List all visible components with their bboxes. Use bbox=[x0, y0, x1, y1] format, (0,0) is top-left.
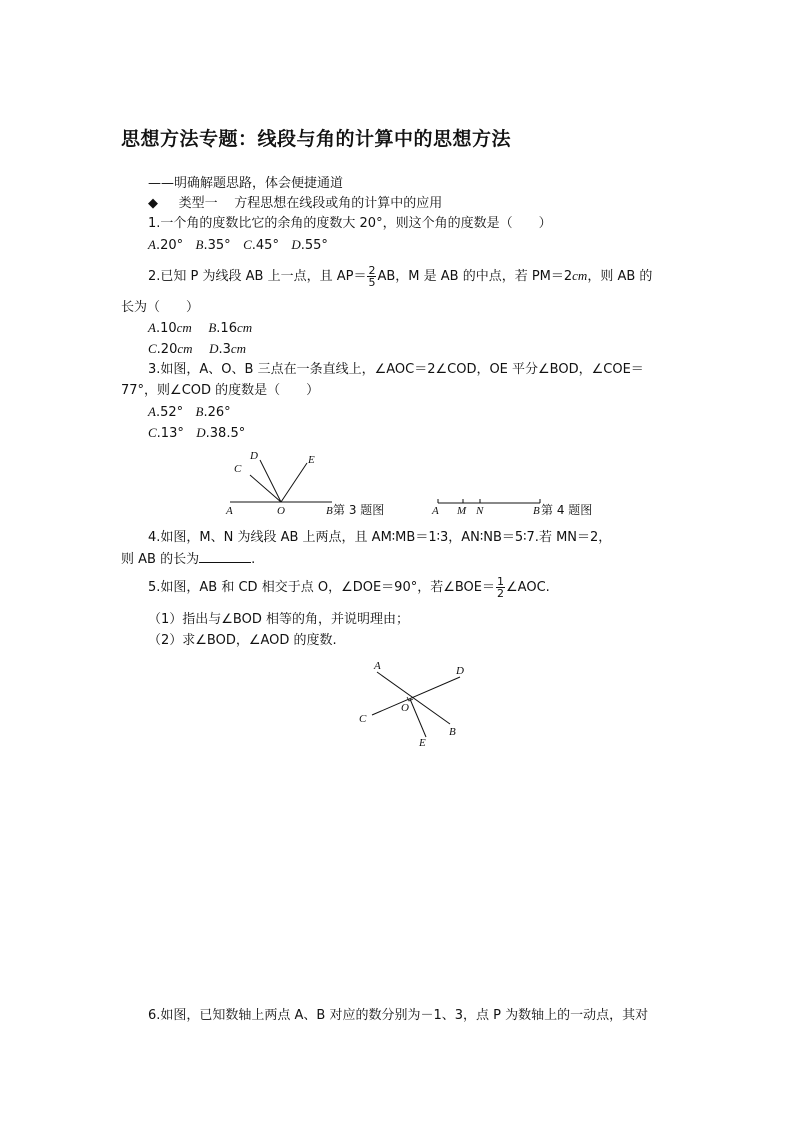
figure-3 bbox=[220, 448, 340, 518]
q1-options bbox=[148, 236, 328, 255]
q1-stem: 1.一个角的度数比它的余角的度数大 20°，则这个角的度数是（ ） bbox=[148, 216, 552, 231]
q3-options-ab bbox=[148, 403, 231, 422]
q2-opt-d-label: D bbox=[209, 341, 219, 356]
fig4-caption: 第 4 题图 bbox=[541, 503, 593, 517]
q5-pre: 5.如图，AB 和 CD 相交于点 O，∠DOE＝90°，若∠BOE＝ bbox=[148, 580, 496, 595]
q3-opt-c-label: C bbox=[148, 425, 157, 440]
type1-label: 类型一 bbox=[178, 196, 218, 211]
q2-opt-a-label: A bbox=[148, 320, 156, 335]
q4-line2-text: 则 AB 的长为 bbox=[121, 552, 200, 567]
fig3-label-b: B bbox=[326, 505, 333, 517]
fig3-ray-od bbox=[260, 460, 281, 502]
q2-line2: 长为（ ） bbox=[121, 300, 200, 315]
q2-opt-b-label: B bbox=[208, 320, 217, 335]
q2-options-cd bbox=[148, 340, 246, 359]
fig5-label-o: O bbox=[401, 702, 409, 714]
fig3-label-o: O bbox=[277, 505, 285, 517]
q5-fraction bbox=[496, 576, 505, 599]
fig5-label-c: C bbox=[359, 713, 367, 725]
page-title: 思想方法专题：线段与角的计算中的思想方法 bbox=[121, 128, 512, 150]
fig5-line-ab bbox=[377, 672, 450, 724]
q2-frac-num: 2 bbox=[368, 264, 376, 277]
fig3-ray-oc bbox=[250, 475, 281, 502]
q2-opt-b-unit: cm bbox=[236, 320, 253, 335]
diamond-icon: ◆ bbox=[148, 196, 158, 211]
q1-opt-a: .20° bbox=[155, 238, 184, 253]
q3-opt-a-label: A bbox=[148, 404, 156, 419]
q4-line2 bbox=[121, 550, 255, 569]
q5-sub1: （1）指出与∠BOD 相等的角，并说明理由； bbox=[148, 612, 409, 627]
q2-opt-a-unit: cm bbox=[176, 320, 192, 335]
q3-opt-a: .52° bbox=[155, 405, 184, 420]
q2-opt-d: .3 bbox=[218, 342, 231, 357]
q2-frac-den: 5 bbox=[368, 276, 376, 289]
q4-line1: 4.如图，M、N 为线段 AB 上两点，且 AM∶MB＝1∶3，AN∶NB＝5∶7.若 MN＝2， bbox=[148, 530, 612, 545]
fig3-label-d: D bbox=[250, 450, 258, 462]
fig3-label-e: E bbox=[308, 454, 315, 466]
fig5-label-a: A bbox=[374, 660, 381, 672]
q2-unit: cm bbox=[572, 268, 588, 283]
q3-opt-d-label: D bbox=[196, 425, 206, 440]
q2-fraction bbox=[367, 265, 376, 288]
fig5-line-cd bbox=[372, 677, 460, 715]
type1-desc: 方程思想在线段或角的计算中的应用 bbox=[234, 196, 443, 211]
q1-opt-b: .35° bbox=[203, 238, 231, 253]
q1-opt-b-label: B bbox=[195, 237, 204, 252]
q2-opt-b: .16 bbox=[216, 321, 237, 336]
q1-opt-a-label: A bbox=[148, 237, 156, 252]
q5-stem bbox=[148, 574, 550, 602]
q1-opt-c: .45° bbox=[251, 238, 279, 253]
q5-post: ∠AOC. bbox=[506, 580, 550, 595]
q2-opt-c-label: C bbox=[148, 341, 157, 356]
figure-4 bbox=[428, 495, 548, 519]
q1-opt-d: .55° bbox=[300, 238, 328, 253]
q2-opt-d-unit: cm bbox=[230, 341, 247, 356]
q2-options-ab bbox=[148, 319, 252, 338]
fig4-label-m: M bbox=[457, 505, 467, 517]
q3-line1: 3.如图，A、O、B 三点在一条直线上，∠AOC＝2∠COD，OE 平分∠BOD，∠COE＝ bbox=[148, 362, 644, 377]
q3-options-cd bbox=[148, 424, 245, 443]
subtitle: ——明确解题思路，体会便捷通道 bbox=[148, 176, 344, 191]
q3-opt-b-label: B bbox=[195, 404, 204, 419]
q5-frac-num: 1 bbox=[497, 575, 505, 588]
q4-answer-blank[interactable] bbox=[199, 550, 251, 563]
fig5-label-b: B bbox=[449, 726, 456, 738]
q3-opt-d: .38.5° bbox=[205, 426, 246, 441]
fig3-caption: 第 3 题图 bbox=[333, 503, 385, 517]
fig5-label-e: E bbox=[419, 737, 426, 749]
q4-end: . bbox=[251, 552, 256, 567]
q3-opt-c: .13° bbox=[156, 426, 184, 441]
q6-line1: 6.如图，已知数轴上两点 A、B 对应的数分别为－1、3，点 P 为数轴上的一动点，其对 bbox=[148, 1008, 649, 1023]
q3-line2: 77°，则∠COD 的度数是（ ） bbox=[121, 383, 320, 398]
fig4-label-b: B bbox=[533, 505, 540, 517]
q5-frac-den: 2 bbox=[497, 587, 505, 600]
q2-opt-c-unit: cm bbox=[177, 341, 193, 356]
figure-5 bbox=[352, 655, 472, 750]
fig4-label-n: N bbox=[476, 505, 484, 517]
q2-mid: AB，M 是 AB 的中点，若 PM＝2 bbox=[377, 269, 573, 284]
q2-opt-a: .10 bbox=[155, 321, 177, 336]
fig5-label-d: D bbox=[456, 665, 464, 677]
fig3-ray-oe bbox=[281, 463, 307, 502]
q5-sub2: （2）求∠BOD，∠AOD 的度数. bbox=[148, 633, 337, 648]
q2-opt-c: .20 bbox=[156, 342, 178, 357]
q2-stem bbox=[148, 262, 652, 291]
q3-opt-b: .26° bbox=[203, 405, 231, 420]
type1-heading bbox=[148, 195, 442, 213]
q2-post: ，则 AB 的 bbox=[587, 269, 653, 284]
q2-pre: 2.已知 P 为线段 AB 上一点，且 AP＝ bbox=[148, 269, 367, 284]
fig3-label-c: C bbox=[234, 463, 242, 475]
q1-opt-d-label: D bbox=[291, 237, 301, 252]
fig3-label-a: A bbox=[226, 505, 233, 517]
fig4-label-a: A bbox=[432, 505, 439, 517]
q1-opt-c-label: C bbox=[243, 237, 252, 252]
